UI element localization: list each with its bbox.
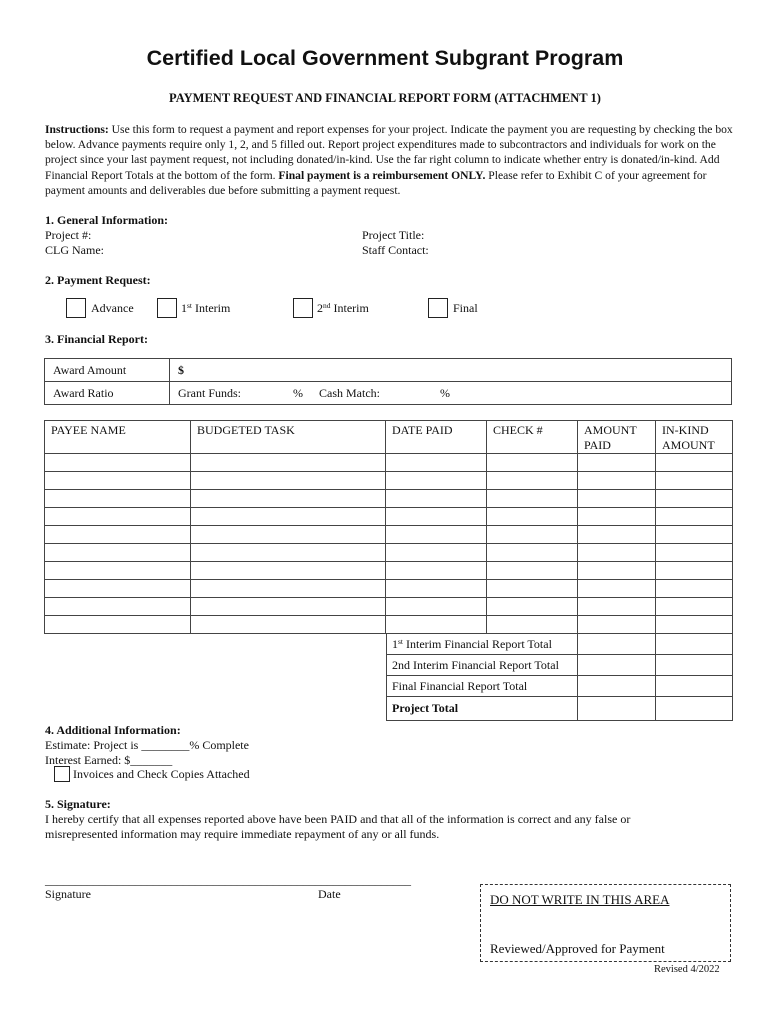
do-not-write-label: DO NOT WRITE IN THIS AREA — [490, 892, 670, 907]
amount-paid-header: AMOUNT PAID — [578, 421, 656, 454]
project-title-label: Project Title: — [362, 228, 425, 242]
table-cell[interactable] — [656, 490, 733, 508]
table-cell[interactable] — [656, 580, 733, 598]
final-checkbox[interactable] — [428, 298, 448, 318]
totals-table — [386, 633, 733, 721]
table-cell[interactable] — [45, 544, 191, 562]
signature-line[interactable]: _____________________________________________________________ — [45, 873, 411, 887]
table-cell[interactable] — [656, 508, 733, 526]
table-cell[interactable] — [191, 616, 386, 634]
table-row — [45, 580, 733, 598]
expense-table — [44, 420, 733, 634]
table-cell[interactable] — [386, 508, 487, 526]
table-row — [45, 526, 733, 544]
table-cell[interactable] — [656, 562, 733, 580]
table-cell[interactable] — [578, 454, 656, 472]
table-row — [45, 598, 733, 616]
table-cell[interactable] — [45, 526, 191, 544]
table-cell[interactable] — [386, 616, 487, 634]
invoices-label: Invoices and Check Copies Attached — [73, 767, 250, 781]
table-cell[interactable] — [191, 490, 386, 508]
table-cell[interactable] — [578, 472, 656, 490]
table-cell[interactable] — [191, 454, 386, 472]
table-row — [45, 544, 733, 562]
check-number-header: CHECK # — [487, 421, 578, 454]
revision-date: Revised 4/2022 — [654, 964, 720, 975]
table-cell[interactable] — [487, 616, 578, 634]
table-cell[interactable] — [656, 598, 733, 616]
final-total-label: Final Financial Report Total — [387, 676, 578, 697]
table-cell[interactable] — [45, 472, 191, 490]
table-cell[interactable] — [386, 472, 487, 490]
table-cell[interactable] — [578, 562, 656, 580]
table-cell[interactable] — [487, 544, 578, 562]
project-number-label: Project #: — [45, 228, 92, 242]
financial-report-heading: 3. Financial Report: — [45, 332, 148, 346]
second-interim-total-inkind[interactable] — [656, 655, 733, 676]
additional-info-heading: 4. Additional Information: — [45, 723, 181, 737]
payee-name-header: PAYEE NAME — [45, 421, 191, 454]
instructions-text-2: Please refer to Exhibit C of your agreement for payment amounts and deliverables due before submitting a payment request. — [45, 168, 707, 197]
expense-rows — [45, 454, 733, 634]
table-cell[interactable] — [191, 526, 386, 544]
second-interim-total-label: 2nd Interim Financial Report Total — [387, 655, 578, 676]
final-label: Final — [453, 301, 478, 315]
table-cell[interactable] — [487, 598, 578, 616]
table-cell[interactable] — [191, 562, 386, 580]
table-cell[interactable] — [656, 454, 733, 472]
table-cell[interactable] — [45, 580, 191, 598]
interest-earned: Interest Earned: $_______ — [45, 753, 173, 767]
table-cell[interactable] — [578, 598, 656, 616]
table-row — [45, 472, 733, 490]
table-cell[interactable] — [578, 580, 656, 598]
table-cell[interactable] — [45, 454, 191, 472]
advance-checkbox[interactable] — [66, 298, 86, 318]
first-interim-total-amount[interactable] — [578, 634, 656, 655]
first-interim-checkbox[interactable] — [157, 298, 177, 318]
table-cell[interactable] — [578, 544, 656, 562]
instructions — [45, 122, 735, 198]
table-cell[interactable] — [191, 580, 386, 598]
table-cell[interactable] — [578, 490, 656, 508]
table-cell[interactable] — [386, 454, 487, 472]
totals-row — [387, 655, 733, 676]
signature-heading: 5. Signature: — [45, 797, 111, 811]
table-row — [45, 562, 733, 580]
first-interim-total-label: 1st Interim Financial Report Total — [387, 634, 578, 655]
project-total-inkind[interactable] — [656, 697, 733, 721]
general-info-heading: 1. General Information: — [45, 213, 168, 227]
table-cell[interactable] — [45, 616, 191, 634]
table-cell[interactable] — [386, 580, 487, 598]
award-ratio-value[interactable]: Grant Funds: % Cash Match: % — [170, 382, 732, 405]
table-cell[interactable] — [578, 508, 656, 526]
date-label: Date — [318, 887, 341, 901]
table-cell[interactable] — [487, 562, 578, 580]
page-title: Certified Local Government Subgrant Program — [146, 46, 624, 70]
certification-text: I hereby certify that all expenses reported above have been PAID and that all of the information is correct and any false or misrepresented information may require immediate repayment of any or all funds. — [45, 812, 631, 841]
project-total-amount[interactable] — [578, 697, 656, 721]
final-total-inkind[interactable] — [656, 676, 733, 697]
first-interim-label: 1st Interim — [181, 301, 231, 315]
second-interim-total-amount[interactable] — [578, 655, 656, 676]
table-row — [45, 490, 733, 508]
estimate-complete: Estimate: Project is ________% Complete — [45, 738, 249, 752]
table-row — [45, 454, 733, 472]
project-total-label: Project Total — [387, 697, 578, 721]
award-amount-label: Award Amount — [45, 359, 170, 382]
table-row — [45, 508, 733, 526]
budgeted-task-header: BUDGETED TASK — [191, 421, 386, 454]
staff-contact-label: Staff Contact: — [362, 243, 429, 257]
award-ratio-label: Award Ratio — [45, 382, 170, 405]
expense-header-row — [45, 421, 733, 454]
table-cell[interactable] — [45, 490, 191, 508]
table-cell[interactable] — [386, 598, 487, 616]
table-cell[interactable] — [191, 598, 386, 616]
clg-name-label: CLG Name: — [45, 243, 104, 257]
instructions-text: Use this form to request a payment and report expenses for your project. Indicate the payment you are requesting by checking the box below. Advance payments require only 1, 2, and 5 filled out. Report project expenditures made to subcontractors and individuals for work on the project since your last payment request, not including donated/in-kind. Use the far right column to indicate whether entry is donated/in-kind. Add Financial Report Totals at the bottom of the form. — [45, 123, 733, 182]
instructions-bold: Final payment is a reimbursement ONLY. — [278, 168, 486, 182]
table-cell[interactable] — [578, 616, 656, 634]
table-cell[interactable] — [656, 526, 733, 544]
invoices-checkbox[interactable] — [54, 766, 70, 782]
totals-row — [387, 697, 733, 721]
reviewed-approved-label: Reviewed/Approved for Payment — [490, 941, 665, 956]
second-interim-checkbox[interactable] — [293, 298, 313, 318]
totals-row — [387, 676, 733, 697]
table-cell[interactable] — [191, 544, 386, 562]
table-cell[interactable] — [487, 580, 578, 598]
table-cell[interactable] — [191, 472, 386, 490]
table-cell[interactable] — [487, 490, 578, 508]
table-cell[interactable] — [386, 490, 487, 508]
in-kind-amount-header: IN-KIND AMOUNT — [656, 421, 733, 454]
award-table — [44, 358, 732, 405]
payment-request-heading: 2. Payment Request: — [45, 273, 151, 287]
table-cell[interactable] — [487, 454, 578, 472]
award-amount-value[interactable]: $ — [170, 359, 732, 382]
instructions-label: Instructions: — [45, 123, 109, 136]
form-subtitle: PAYMENT REQUEST AND FINANCIAL REPORT FORM (ATTACHMENT 1) — [169, 91, 601, 105]
table-cell[interactable] — [656, 472, 733, 490]
table-cell[interactable] — [578, 526, 656, 544]
table-cell[interactable] — [656, 616, 733, 634]
table-cell[interactable] — [191, 508, 386, 526]
table-row — [45, 616, 733, 634]
table-cell[interactable] — [487, 508, 578, 526]
table-cell[interactable] — [487, 526, 578, 544]
second-interim-label: 2nd Interim — [317, 301, 369, 315]
table-cell[interactable] — [656, 544, 733, 562]
table-cell[interactable] — [386, 562, 487, 580]
table-cell[interactable] — [45, 598, 191, 616]
table-cell[interactable] — [487, 472, 578, 490]
advance-label: Advance — [91, 301, 134, 315]
table-cell[interactable] — [386, 544, 487, 562]
date-paid-header: DATE PAID — [386, 421, 487, 454]
totals-row — [387, 634, 733, 655]
final-total-amount[interactable] — [578, 676, 656, 697]
table-cell[interactable] — [386, 526, 487, 544]
table-cell[interactable] — [45, 562, 191, 580]
table-cell[interactable] — [45, 508, 191, 526]
signature-label: Signature — [45, 887, 91, 901]
first-interim-total-inkind[interactable] — [656, 634, 733, 655]
